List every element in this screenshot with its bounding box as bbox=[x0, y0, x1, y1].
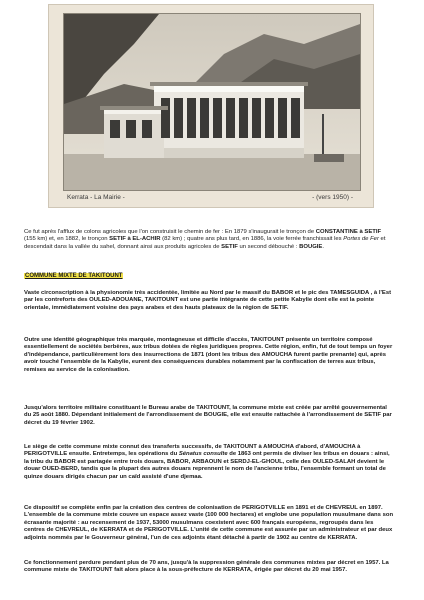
paragraph-geography: Vaste circonscription à la physionomie très accidentée, limitée au Nord par le massif du BABOR et le pic des TAMESGUIDA , à l'Est par les contreforts des OULED-ADOUANE, TAKITOUNT est une partie intégrante de cette petite Kabylie dont elle est la pointe orientale, immédiatement voisine des pays arabes et des hauts plateaux de la région de SETIF. bbox=[24, 290, 392, 311]
text-run: (155 km) et, en 1882, le tronçon bbox=[24, 236, 110, 243]
text-run: Ce fut après l'afflux de colons agricoles que l'on construisit le chemin de fer : En 1879 s'inaugurait le tronçon de bbox=[24, 229, 316, 235]
text-run: de 1863 ont permis de diviser les tribus en douars : ainsi, la tribu du BABOR est partagée entre trois douars, BABOR, ARBAOUN et SERDJ-EL-GHOUL, celle des OULED-SALAH devient le douar OUED-BERD, tandis que la plupart des autres douars reprennent le nom de l'ancienne tribu, l'ensemble formant un total de quinze douars dirigés chacun par un caïd assisté d'une djemaa. bbox=[24, 451, 390, 480]
mairie-photo bbox=[63, 13, 361, 191]
text-run: (82 km) ; quatre ans plus tard, en 1886, la voie ferrée franchissait les bbox=[160, 236, 344, 243]
text-italic: Portes de Fer bbox=[343, 236, 379, 243]
text-run: . bbox=[322, 243, 324, 250]
paragraph-creation: Jusqu'alors territoire militaire constituant le Bureau arabe de TAKITOUNT, la commune mixte est créée par arrêté gouvernemental du 25 août 1880. Dépendant initialement de l'arrondissement de BOUGIE, elle est ensuite rattachée à l'arrondissement de SETIF par décret du 19 février 1902. bbox=[24, 405, 392, 426]
text-bold: BOUGIE bbox=[299, 243, 323, 250]
paragraph-suppression: Ce fonctionnement perdure pendant plus de 70 ans, jusqu'à la suppression générale des communes mixtes par décret en 1957. La commune mixte de TAKITOUNT fait alors place à la sous-préfecture de KERRATA, érigée par décret du 20 mai 1957. bbox=[24, 560, 389, 574]
text-bold: SETIF à EL-ACHIR bbox=[109, 236, 161, 243]
section-heading: COMMUNE MIXTE DE TAKITOUNT bbox=[25, 273, 123, 279]
text-bold: SETIF bbox=[221, 243, 238, 250]
text-run: et descendait dans la vallée du sahel, donnant ainsi aux produits agricoles de bbox=[24, 236, 386, 250]
paragraph-seat bbox=[24, 444, 394, 481]
paragraph-colonisation: Ce dispositif se complète enfin par la création des centres de colonisation de PERIGOTVILLE en 1891 et de CHEVREUL en 1897. L'ensemble de la commune mixte couvre un espace assez vaste (100 000 hectares) et englobe une population musulmane dans son écrasante majorité : au recensement de 1937, 53000 musulmans coexistent avec 600 français européens, regroupés dans les centres de CHEVREUL, de KERRATA et de PERIGOTVILLE. L'unité de cette commune est assurée par un administrateur et par deux adjoints nommés par le Gouverneur général, l'un de ces adjoints étant détaché à partir de 1902 au centre de KERRATA. bbox=[24, 505, 394, 541]
text-run: un second débouché : bbox=[237, 243, 300, 250]
caption-right: - (vers 1950) - bbox=[312, 194, 353, 201]
paragraph-railway bbox=[24, 229, 394, 251]
photo-caption bbox=[63, 191, 359, 205]
text-run: Le siège de cette commune mixte connut des transferts successifs, de TAKITOUNT à AMOUCHA d'abord, d'AMOUCHA à PERIGOTVILLE ensuite. Entretemps, les opérations du bbox=[24, 444, 361, 458]
photo-frame bbox=[48, 4, 374, 208]
paragraph-identity: Outre une identité géographique très marquée, montagneuse et difficile d'accès, TAKITOUNT présente un territoire composé essentiellement de sociétés berbères, aux tribus dotées de règles juridiques propres. Cette région, enfin, fut de tout temps un foyer d'indépendance, particulièrement lors des insurrections de 1871 (dont les tribus des AMOUCHA furent partie prenante) qui, après avoir touché l'ensemble de la Kabylie, eurent des conséquences durables notamment par la confiscation de terres aux tribus, remises au service de la colonisation. bbox=[24, 337, 393, 373]
text-bold: CONSTANTINE à SETIF bbox=[315, 229, 382, 235]
text-italic: Sénatus consulte bbox=[178, 451, 228, 458]
caption-left: Kerrata - La Mairie - bbox=[67, 194, 125, 201]
